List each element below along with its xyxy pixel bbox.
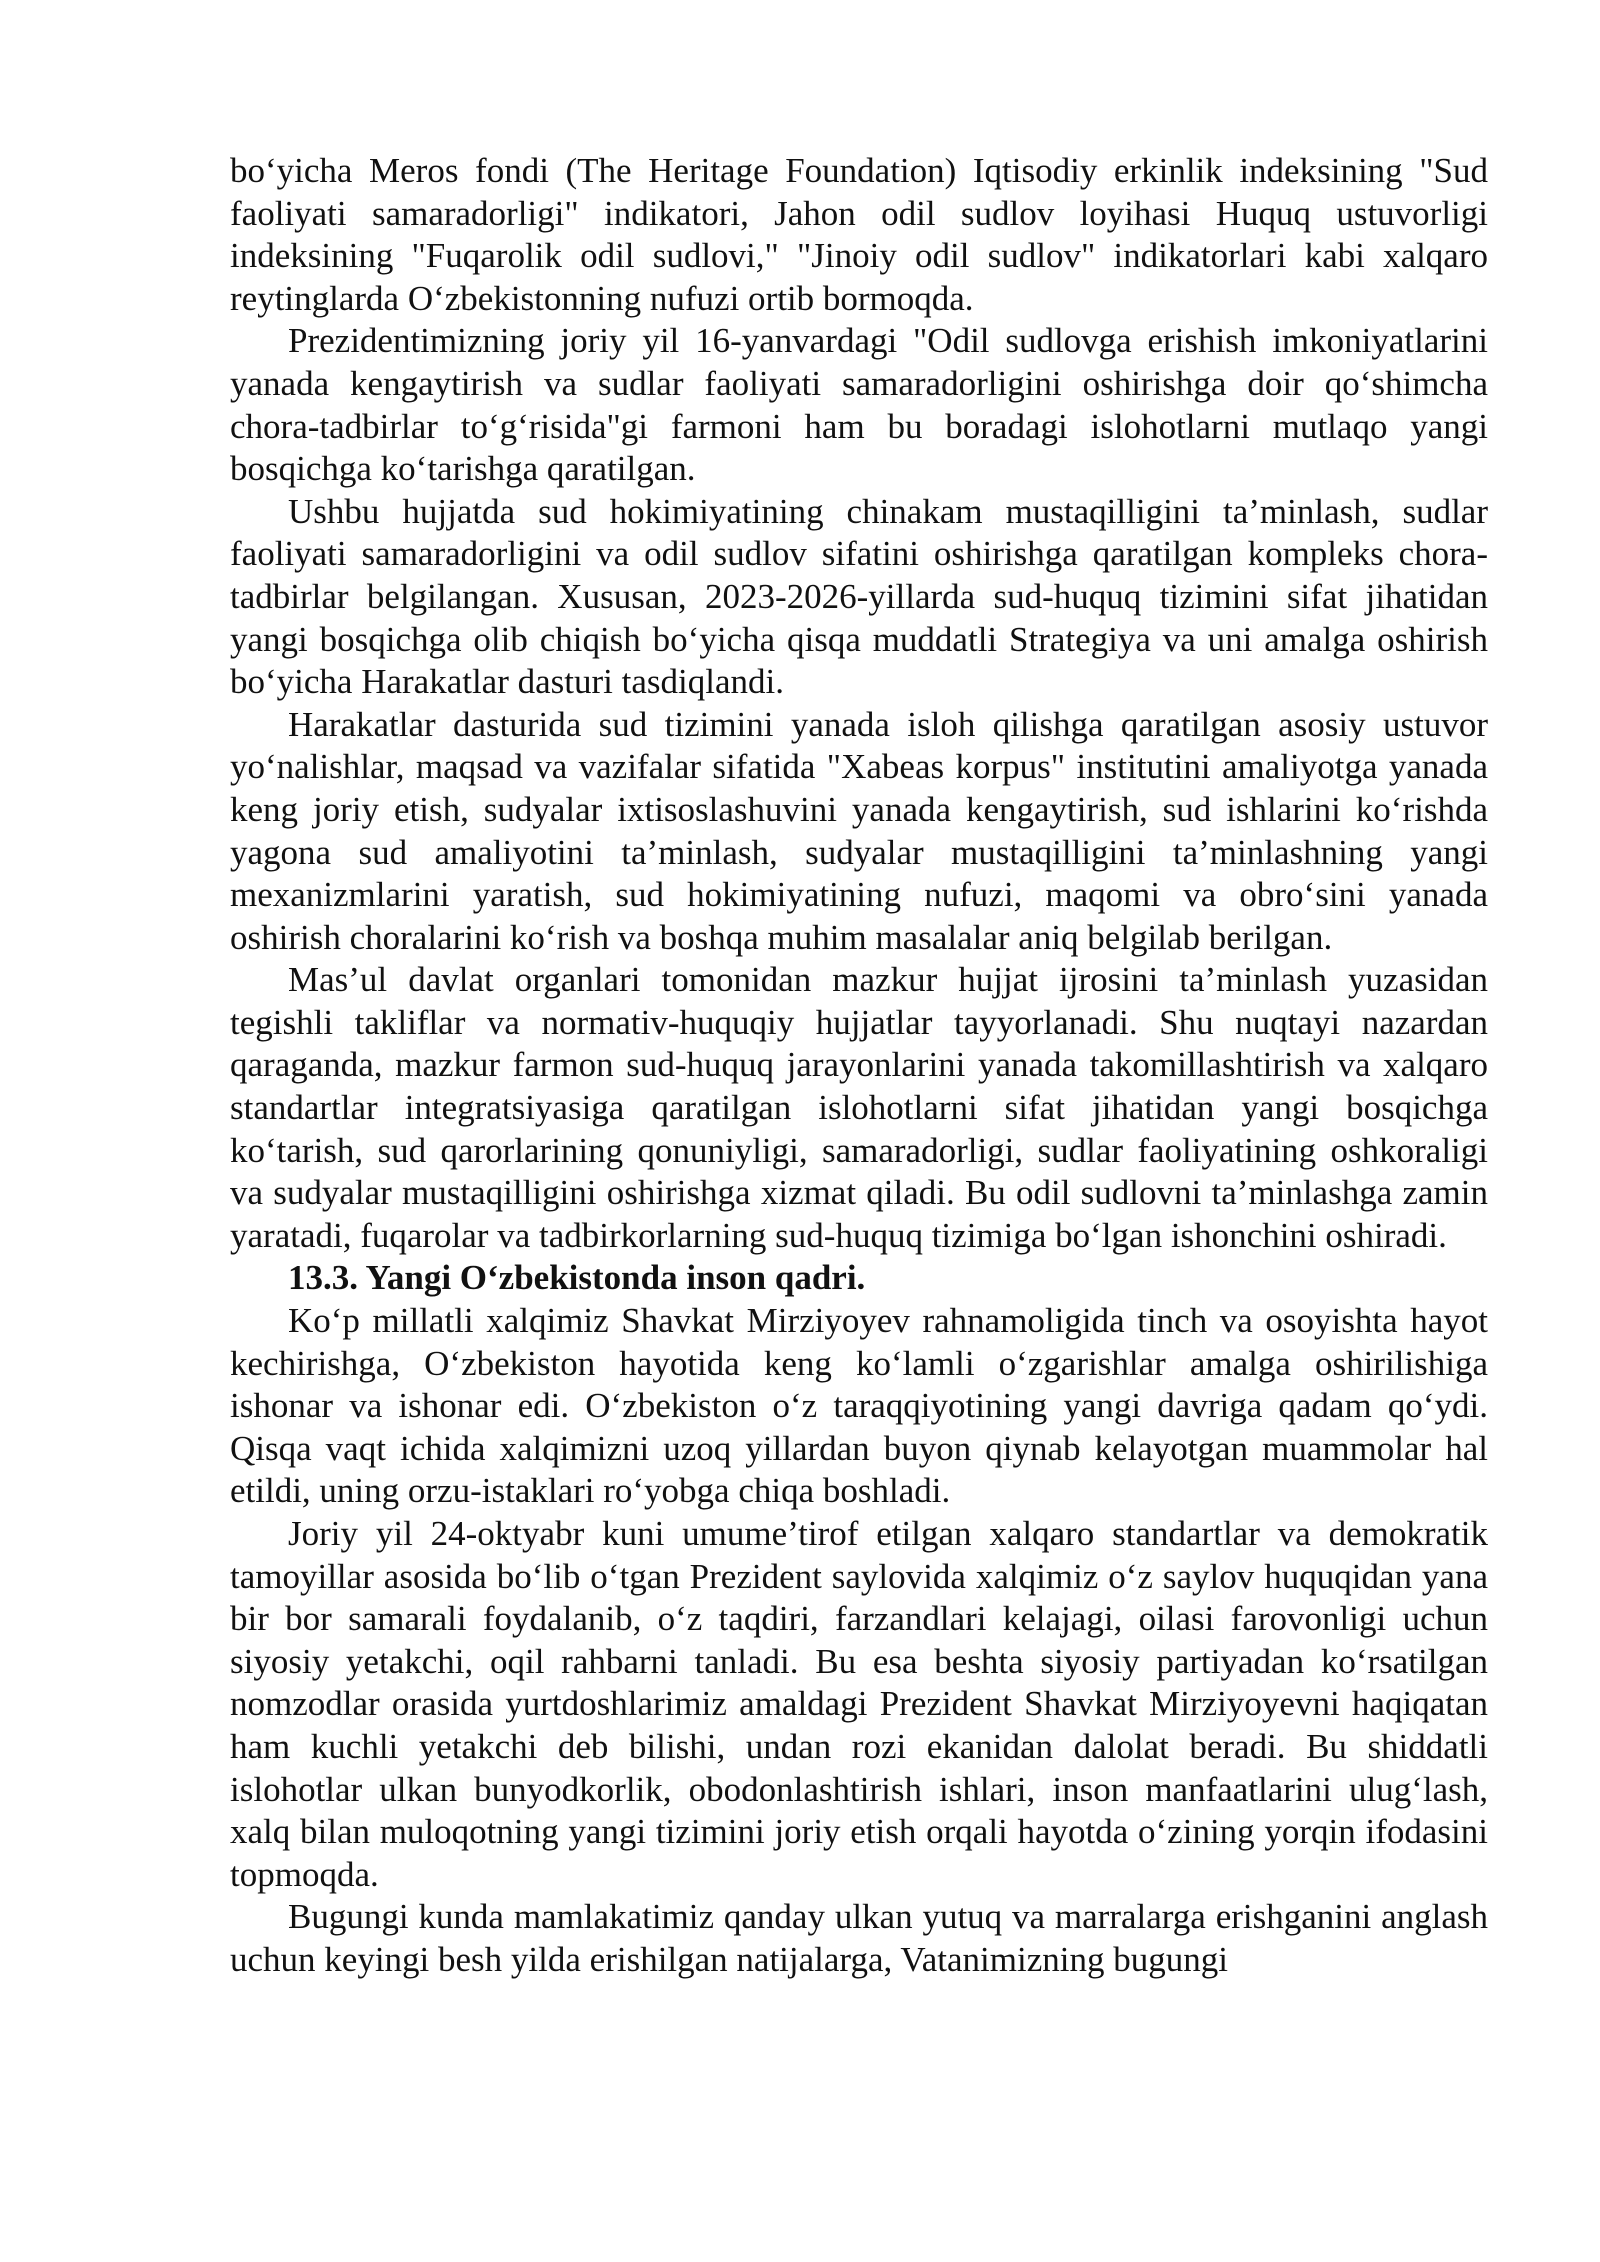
paragraph-5: Mas’ul davlat organlari tomonidan mazkur hujjat ijrosini ta’minlash yuzasidan tegishli takliflar va normativ-huquqiy hujjatlar tayyorlanadi. Shu nuqtayi nazardan qaraganda, mazkur farmon sud-huquq jarayonlarini yanada takomillashtirish va xalqaro standartlar integratsiyasiga qaratilgan islohotlarni sifat jihatidan yangi bosqichga ko‘tarish, sud qarorlarining qonuniyligi, samaradorligi, sudlar faoliyatining oshkoraligi va sudyalar mustaqilligini oshirishga xizmat qiladi. Bu odil sudlovni ta’minlashga zamin yaratadi, fuqarolar va tadbirkorlarning sud-huquq tizimiga bo‘lgan ishonchini oshiradi. — [230, 960, 1488, 1255]
section-heading: 13.3. Yangi O‘zbekistonda inson qadri. — [288, 1258, 866, 1298]
paragraph-3: Ushbu hujjatda sud hokimiyatining chinakam mustaqilligini ta’minlash, sudlar faoliyati samaradorligini va odil sudlov sifatini oshirishga qaratilgan kompleks chora-tadbirlar belgilangan. Xususan, 2023-2026-yillarda sud-huquq tizimini sifat jihatidan yangi bosqichga olib chiqish bo‘yicha qisqa muddatli Strategiya va uni amalga oshirish bo‘yicha Harakatlar dasturi tasdiqlandi. — [230, 491, 1488, 702]
paragraph-8: Bugungi kunda mamlakatimiz qanday ulkan yutuq va marralarga erishganini anglash uchun keyingi besh yilda erishilgan natijalarga, Vatanimizning bugungi — [230, 1897, 1488, 1979]
paragraph-6: Ko‘p millatli xalqimiz Shavkat Mirziyoyev rahnamoligida tinch va osoyishta hayot kechirishga, O‘zbekiston hayotida keng ko‘lamli o‘zgarishlar amalga oshirilishiga ishonar va ishonar edi. O‘zbekiston o‘z taraqqiyotining yangi davriga qadam qo‘ydi. Qisqa vaqt ichida xalqimizni uzoq yillardan buyon qiynab kelayotgan muammolar hal etildi, uning orzu-istaklari ro‘yobga chiqa boshladi. — [230, 1301, 1488, 1511]
paragraph-1: bo‘yicha Meros fondi (The Heritage Foundation) Iqtisodiy erkinlik indeksining "Sud faoliyati samaradorligi" indikatori, Jahon odil sudlov loyihasi Huquq ustuvorligi indeksining "Fuqarolik odil sudlovi," "Jinoiy odil sudlov" indikatorlari kabi xalqaro reytinglarda O‘zbekistonning nufuzi ortib bormoqda. — [230, 151, 1488, 318]
paragraph-2: Prezidentimizning joriy yil 16-yanvardagi "Odil sudlovga erishish imkoniyatlarini yanada kengaytirish va sudlar faoliyati samaradorligini oshirishga doir qo‘shimcha chora-tadbirlar to‘g‘risida"gi farmoni ham bu boradagi islohotlarni mutlaqo yangi bosqichga ko‘tarishga qaratilgan. — [230, 321, 1488, 489]
document-body — [230, 150, 1488, 1982]
paragraph-7: Joriy yil 24-oktyabr kuni umume’tirof etilgan xalqaro standartlar va demokratik tamoyillar asosida bo‘lib o‘tgan Prezident saylovida xalqimiz o‘z saylov huquqidan yana bir bor samarali foydalanib, o‘z taqdiri, farzandlari kelajagi, oilasi farovonligi uchun siyosiy yetakchi, oqil rahbarni tanladi. Bu esa beshta siyosiy partiyadan ko‘rsatilgan nomzodlar orasida yurtdoshlarimiz amaldagi Prezident Shavkat Mirziyoyevni haqiqatan ham kuchli yetakchi deb bilishi, undan rozi ekanidan dalolat beradi. Bu shiddatli islohotlar ulkan bunyodkorlik, obodonlashtirish ishlari, inson manfaatlarini ulug‘lash, xalq bilan muloqotning yangi tizimini joriy etish orqali hayotda o‘zining yorqin ifodasini topmoqda. — [230, 1514, 1488, 1894]
paragraph-4: Harakatlar dasturida sud tizimini yanada isloh qilishga qaratilgan asosiy ustuvor yo‘nalishlar, maqsad va vazifalar sifatida "Xabeas korpus" institutini amaliyotga yanada keng joriy etish, sudyalar ixtisoslashuvini yanada kengaytirish, sud ishlarini ko‘rishda yagona sud amaliyotini ta’minlash, sudyalar mustaqilligini ta’minlashning yangi mexanizmlarini yaratish, sud hokimiyatining nufuzi, maqomi va obro‘sini yanada oshirish choralarini ko‘rish va boshqa muhim masalalar aniq belgilab berilgan. — [230, 704, 1488, 957]
